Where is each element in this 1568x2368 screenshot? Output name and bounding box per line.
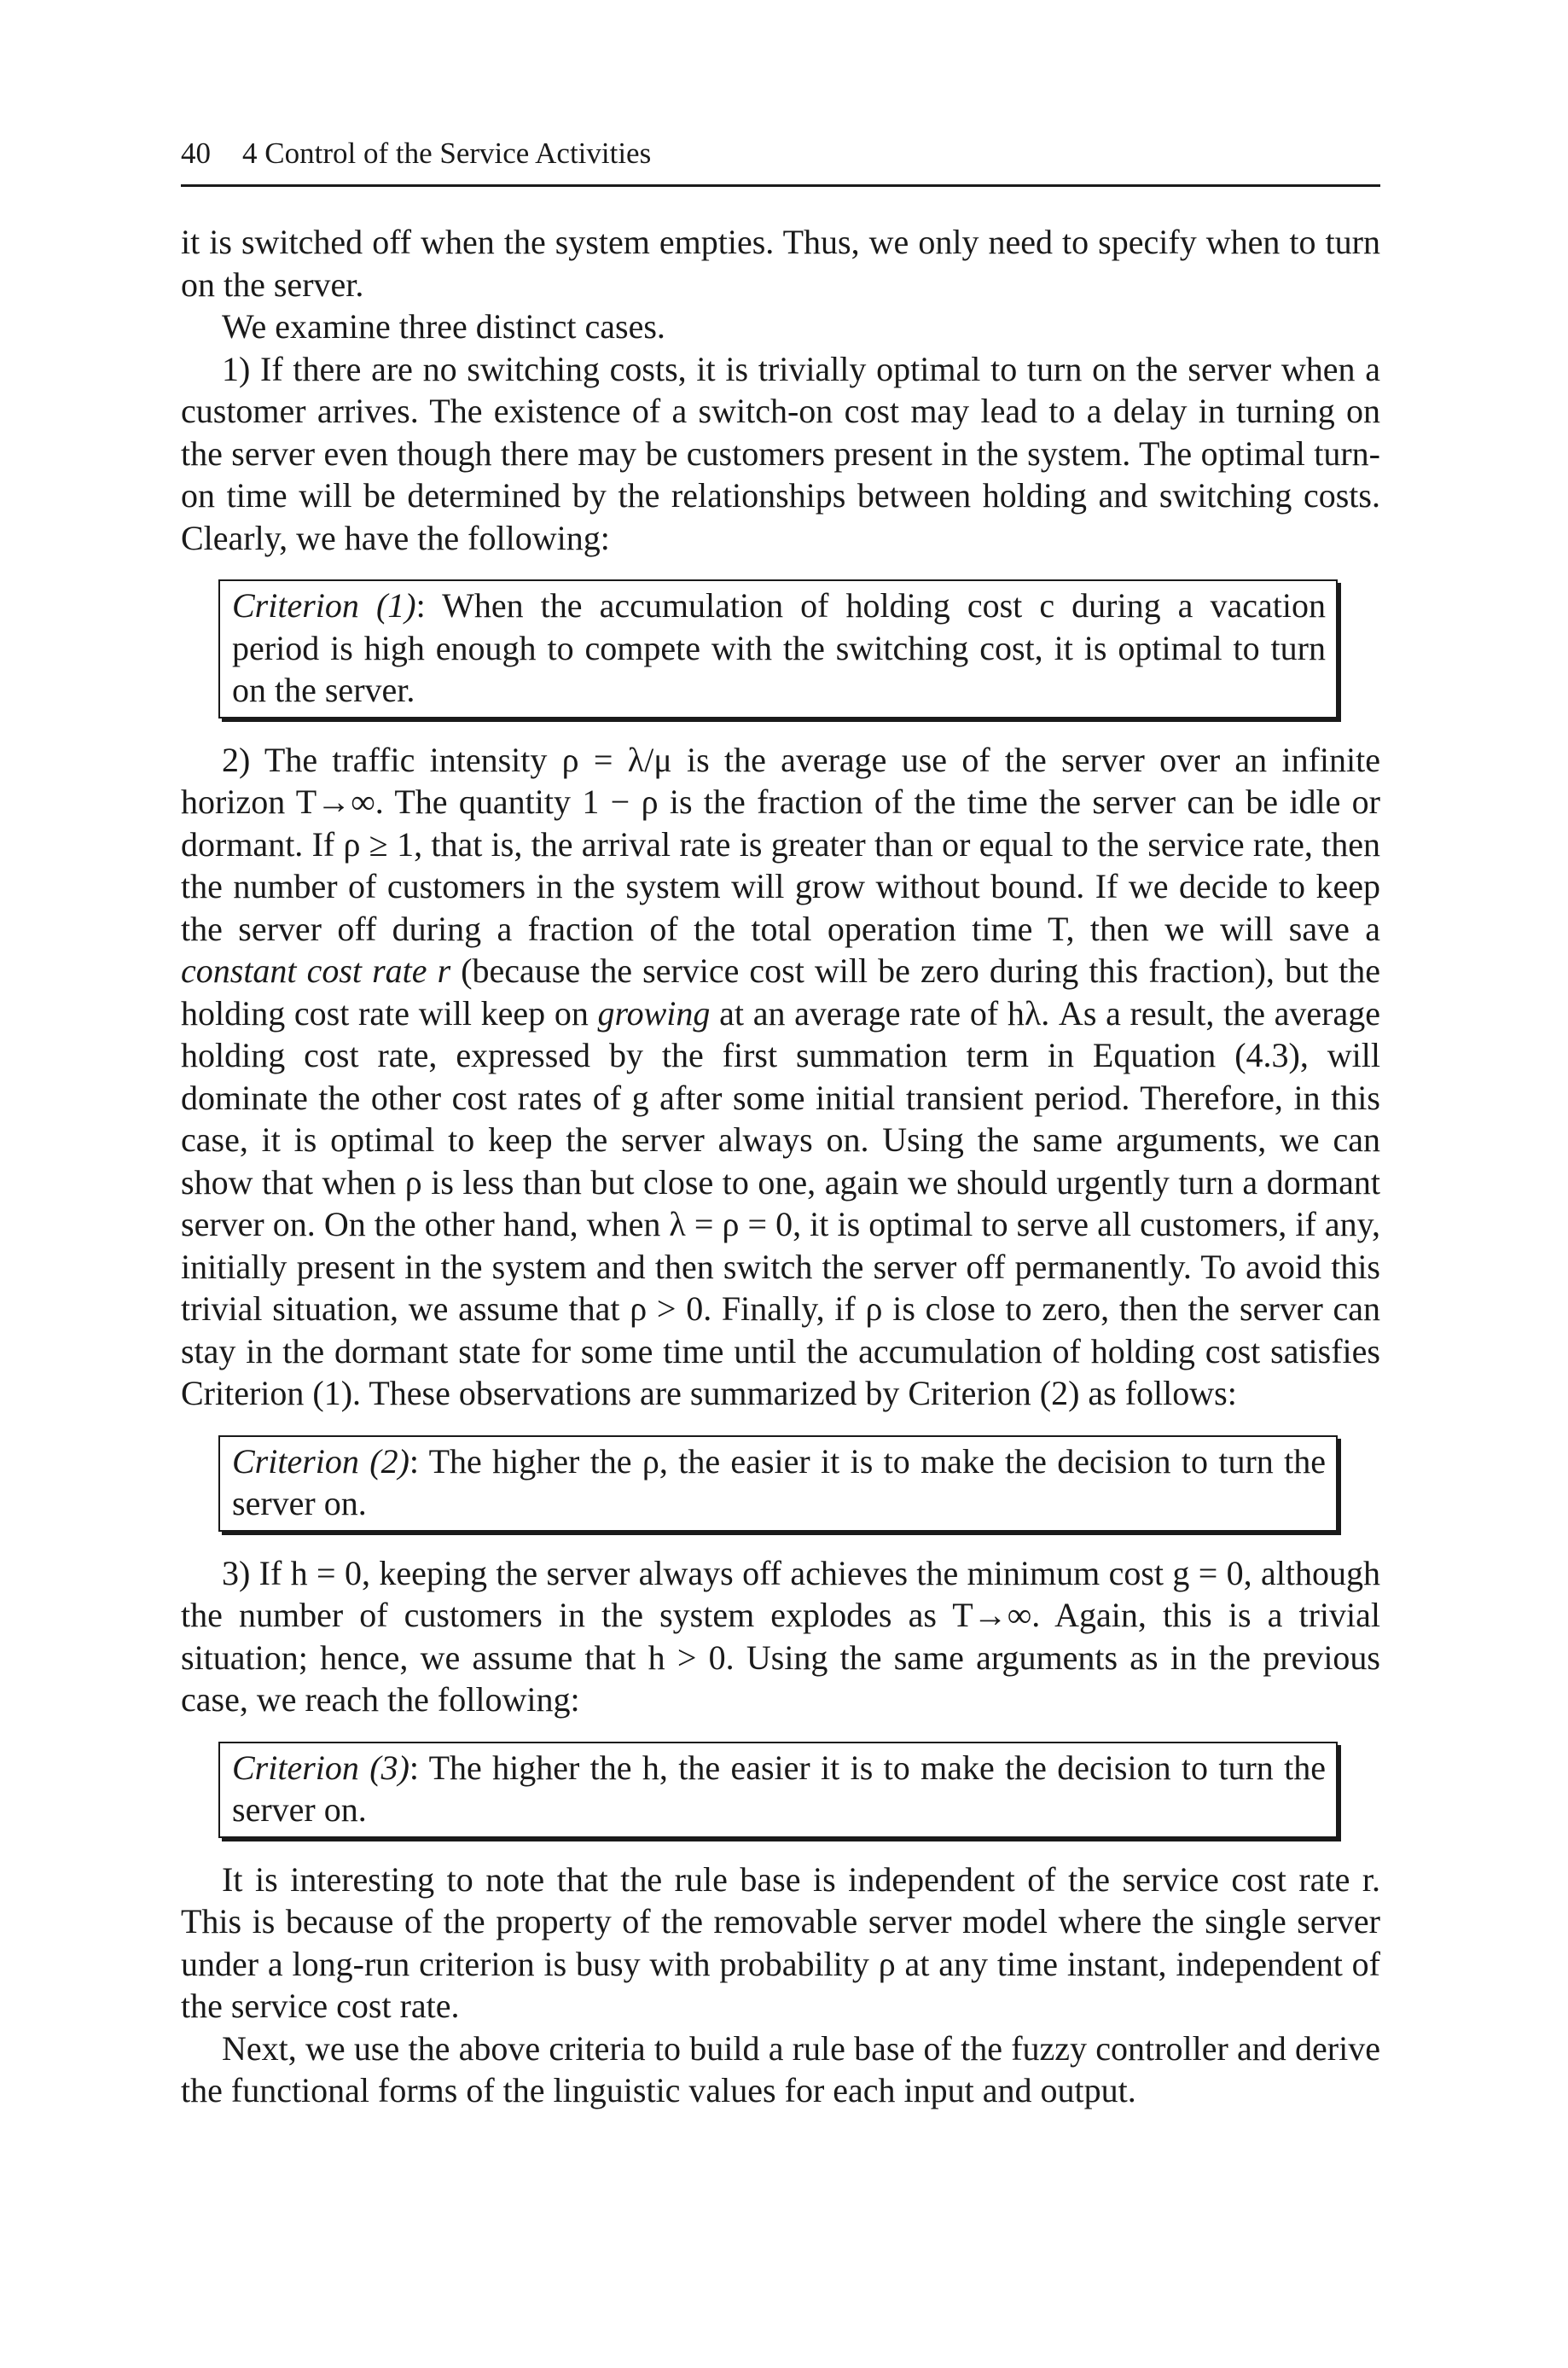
criterion-3-label: Criterion (3) [232, 1748, 409, 1787]
book-page [181, 135, 1380, 2112]
case-2-emphasis-cost-rate: constant cost rate r [181, 951, 451, 990]
paragraph-next-steps: Next, we use the above criteria to build a rule base of the fuzzy controller and derive the functional forms of the linguistic values for each input and output. [181, 2028, 1380, 2109]
case-2-text-a: 2) The traffic intensity ρ = λ/μ is the average use of the server over an infinite horizon T→∞. The quantity 1 − ρ is the fraction of the time the server can be idle or dormant. If ρ ≥ 1, that is, the arrival rate is greater than or equal to the service rate, then the number of customers in the system will grow without bound. If we decide to keep the server off during a fraction of the total operation time T, then we will save a [181, 740, 1380, 948]
running-title: 4 Control of the Service Activities [242, 137, 652, 170]
case-2-emphasis-growing: growing [597, 993, 711, 1033]
paragraph-rule-base-note: It is interesting to note that the rule base is independent of the service cost rate r. This is because of the property of the removable server model where the single server under a long-run criterion is busy with probability ρ at any time instant, independent of the service cost rate. [181, 1859, 1380, 2025]
criterion-1-label: Criterion (1) [232, 586, 416, 625]
criterion-3-text: : The higher the h, the easier it is to make the decision to turn the server on. [232, 1748, 1327, 1829]
case-2-text-b: (because the service cost will be zero during this fraction), but the holding cost rate will keep on [181, 951, 1380, 1033]
criterion-2-text: : The higher the ρ, the easier it is to make the decision to turn the server on. [232, 1441, 1326, 1522]
page-number: 40 [181, 137, 211, 170]
running-header [181, 135, 1380, 187]
paragraph-cases-intro: We examine three distinct cases. [222, 307, 665, 346]
criterion-1-box [218, 579, 1338, 719]
criterion-1-text: : When the accumulation of holding cost c during a vacation period is high enough to compete with the switching cost, it is optimal to turn on the server. [232, 586, 1326, 709]
case-2-text-c: at an average rate of hλ. As a result, the average holding cost rate, expressed by the first summation term in Equation (4.3), will dominate the other cost rates of g after some initial transient period. Therefore, in this case, it is optimal to keep the server always on. Using the same arguments, we can show that when ρ is less than but close to one, again we should urgently turn a dormant server on. On the other hand, when λ = ρ = 0, it is optimal to serve all customers, if any, initially present in the system and then switch the server off permanently. To avoid this trivial situation, we assume that ρ > 0. Finally, if ρ is close to zero, then the server can stay in the dormant state for some time until the accumulation of holding cost satisfies Criterion (1). These observations are summarized by Criterion (2) as follows: [181, 993, 1381, 1412]
paragraph-case-3: 3) If h = 0, keeping the server always off achieves the minimum cost g = 0, although the number of customers in the system explodes as T→∞. Again, this is a trivial situation; hence, we assume that h > 0. Using the same arguments as in the previous case, we reach the following: [181, 1553, 1380, 1719]
criterion-2-label: Criterion (2) [232, 1441, 409, 1481]
paragraph-case-2 [181, 739, 1380, 1415]
criterion-3-box [218, 1742, 1338, 1838]
paragraph-case-1: 1) If there are no switching costs, it is trivially optimal to turn on the server when a customer arrives. The existence of a switch-on cost may lead to a delay in turning on the server even though there may be customers present in the system. The optimal turn-on time will be determined by the relationships between holding and switching costs. Clearly, we have the following: [181, 349, 1380, 557]
criterion-2-box [218, 1435, 1338, 1532]
paragraph-continuation: it is switched off when the system empties. Thus, we only need to specify when to turn on the server. [181, 223, 1380, 304]
page-body [181, 221, 1380, 2112]
